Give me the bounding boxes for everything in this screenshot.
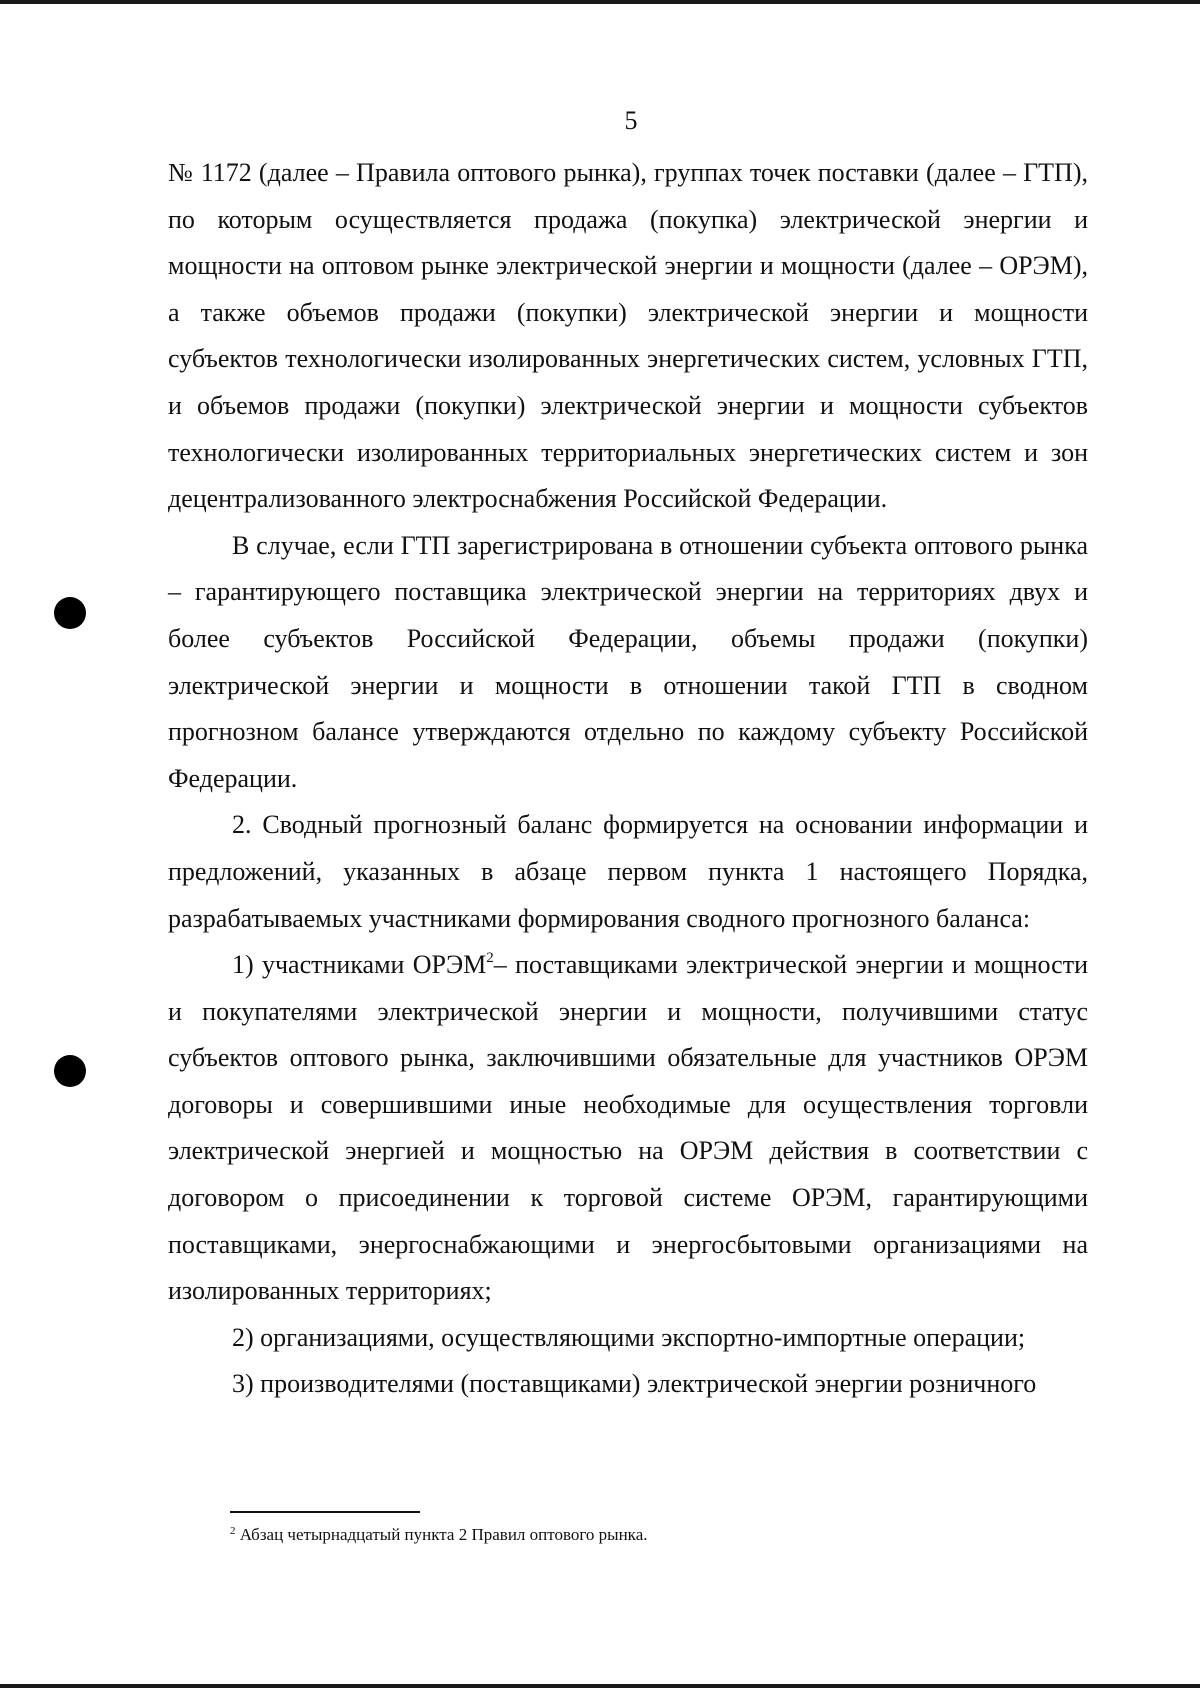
scan-edge-bottom: [0, 1684, 1200, 1688]
paragraph-3: 2. Сводный прогнозный баланс формируется на основании информации и предложений, указанных в абзаце первом пункта 1 настоящего Порядка, разрабатываемых участниками формирования сводного прогнозного баланса:: [168, 810, 1088, 933]
paragraph-4-start: 1) участниками ОРЭМ: [232, 950, 487, 980]
punch-hole: [54, 1055, 86, 1087]
paragraph-2: В случае, если ГТП зарегистрирована в отношении субъекта оптового рынка – гарантирующего поставщика электрической энергии на территориях двух и более субъектов Российской Федерации, объемы продажи (покупки) электрической энергии и мощности в отношении такой ГТП в сводном прогнозном балансе утверждаются отдельно по каждому субъекту Российской Федерации.: [168, 530, 1088, 793]
footnote-reference: 2: [486, 950, 494, 967]
paragraph-4: [168, 942, 1088, 1315]
footnote-marker: 2: [230, 1525, 236, 1537]
scan-edge-top: [0, 0, 1200, 4]
punch-hole: [54, 597, 86, 629]
paragraph-6: 3) производителями (поставщиками) электрической энергии розничного: [232, 1369, 1037, 1399]
paragraph-4-end: – поставщиками электрической энергии и мощности и покупателями электрической энергии и мощности, получившими статус субъектов оптового рынка, заключившими обязательные для участников ОРЭМ договоры и совершившими иные необходимые для осуществления торговли электрической энергией и мощностью на ОРЭМ действия в соответствии с договором о присоединении к торговой системе ОРЭМ, гарантирующими поставщиками, энергоснабжающими и энергосбытовыми организациями на изолированных территориях;: [168, 950, 1089, 1306]
paragraph-1: № 1172 (далее – Правила оптового рынка), группах точек поставки (далее – ГТП), по которым осуществляется продажа (покупка) электрической энергии и мощности на оптовом рынке электрической энергии и мощности (далее – ОРЭМ), а также объемов продажи (покупки) электрической энергии и мощности субъектов технологически изолированных энергетических систем, условных ГТП, и объемов продажи (покупки) электрической энергии и мощности субъектов технологически изолированных территориальных энергетических систем и зон децентрализованного электроснабжения Российской Федерации.: [168, 158, 1088, 514]
footnote: [230, 1524, 1090, 1546]
page-number: 5: [624, 106, 638, 135]
footnote-separator: [230, 1511, 420, 1513]
footnote-text: Абзац четырнадцатый пункта 2 Правил оптового рынка.: [235, 1525, 648, 1544]
document-body: [168, 150, 1088, 1408]
paragraph-5: 2) организациями, осуществляющими экспортно-импортные операции;: [232, 1322, 1026, 1352]
